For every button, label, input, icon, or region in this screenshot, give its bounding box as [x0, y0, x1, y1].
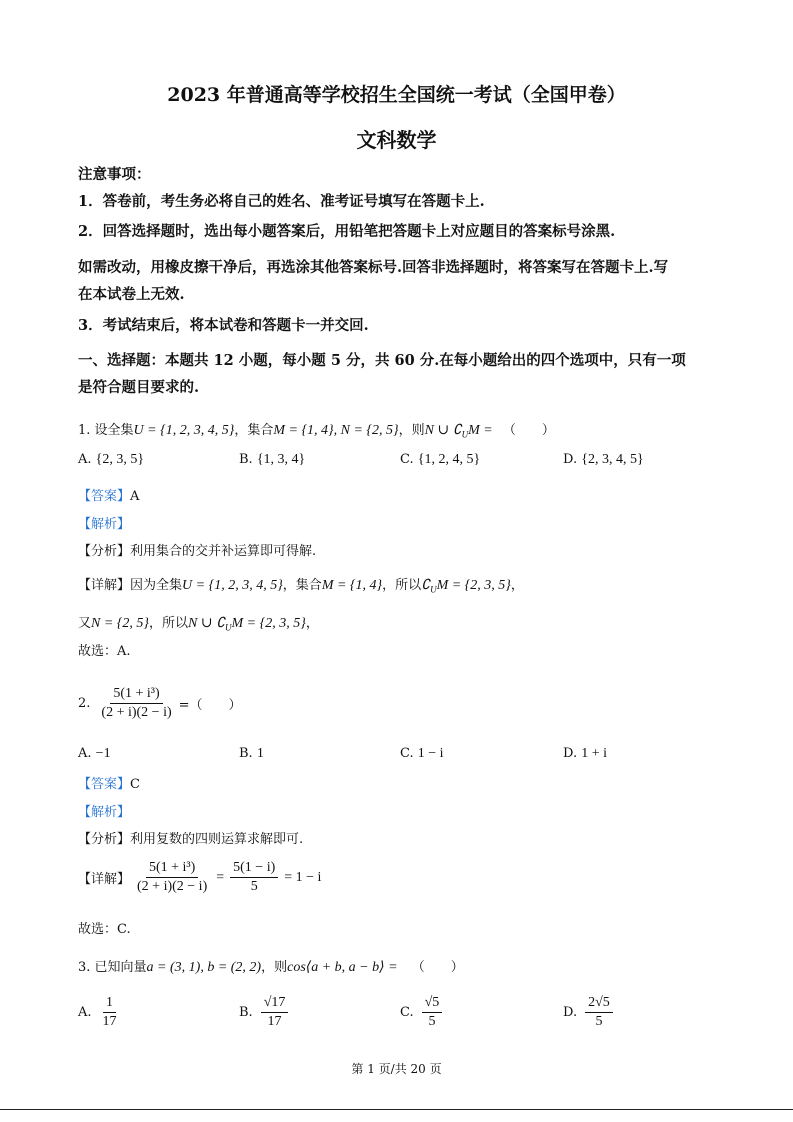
question-1-option-c: C. {1, 2, 4, 5}: [400, 452, 481, 467]
bottom-rule: [0, 1109, 793, 1110]
question-2-option-a: A. −1: [78, 746, 111, 761]
question-1-option-a: A. {2, 3, 5}: [78, 452, 145, 467]
question-1-analysis-tag: 【解析】: [78, 517, 131, 532]
question-2-stem: 2. $\frac{\text{5(1 + i³)}}{(2 + i)(2 - i)}$ =（ ）: [78, 686, 242, 721]
question-1-detail: 【详解】因为全集U = {1, 2, 3, 4, 5}，集合M = {1, 4}，所以$∁_UM = \{2$, 3, 5}，: [78, 578, 524, 595]
section-heading-line-1: 一、选择题：本题共 12 小题，每小题 5 分，共 60 分.在每小题给出的四个选项中，只有一项: [78, 352, 686, 369]
question-1-choice: 故选：A.: [78, 644, 131, 659]
question-1-detail-cont: 又N = {2, 5}，所以N ∪ $∁_UM = \{2$, 3, 5}，: [78, 616, 319, 633]
question-2-choice: 故选：C.: [78, 922, 131, 937]
question-1-answer: 【答案】A: [78, 489, 140, 504]
question-2-analysis-tag: 【解析】: [78, 805, 131, 820]
detail-fraction-2: $\frac{5(1 - i)}{5}$: [230, 860, 278, 895]
question-1-fenxi: 【分析】利用集合的交并补运算即可得解.: [78, 544, 317, 559]
page-subtitle: 文科数学: [356, 128, 437, 152]
question-1-stem: 1. 设全集U = {1, 2, 3, 4, 5}，集合M = {1, 4}, N = {2, 5}，则N ∪ $∁_UM$ = （ ）: [78, 423, 555, 440]
page-number: 第 1 页/共 20 页: [351, 1062, 442, 1076]
notice-heading: 注意事项：: [78, 166, 151, 183]
question-2-option-c: C. 1 − i: [400, 746, 444, 761]
question-1-option-d: D. {2, 3, 4, 5}: [563, 452, 644, 467]
question-2-detail: 【详解】 $\frac{\text{5(1 + i³)}}{(2 + i)(2 - i)}$ = $\frac{5(1 - i)}{5}$ = 1 − i: [78, 860, 322, 895]
question-1-option-b: B. {1, 3, 4}: [239, 452, 306, 467]
question-3-option-c: C. $\frac{√5}{5}$: [400, 995, 442, 1030]
notice-item-2-cont-1: 如需改动，用橡皮擦干净后，再选涂其他答案标号.回答非选择题时，将答案写在答题卡上.写: [78, 259, 669, 276]
question-3-stem: 3. 已知向量a = (3, 1), b = (2, 2)，则cos⟨a + b, a − b⟩ = （ ）: [78, 960, 464, 975]
question-2-fenxi: 【分析】利用复数的四则运算求解即可.: [78, 832, 304, 847]
question-3-option-d: D. $\frac{2√5}{5}$: [563, 995, 613, 1030]
question-3-option-b: B. $\frac{√17}{17}$: [239, 995, 288, 1030]
notice-item-2-cont-2: 在本试卷上无效.: [78, 286, 185, 303]
page-title: 2023 年普通高等学校招生全国统一考试（全国甲卷）: [167, 84, 626, 106]
question-2-fraction: $\frac{\text{5(1 + i³)}}{(2 + i)(2 - i)}$: [101, 686, 172, 721]
section-heading-line-2: 是符合题目要求的.: [78, 379, 200, 396]
notice-item-1: 1．答卷前，考生务必将自己的姓名、准考证号填写在答题卡上.: [78, 193, 485, 210]
question-2-option-b: B. 1: [239, 746, 264, 761]
question-3-option-a: A. $\frac{1}{17}$: [78, 995, 117, 1030]
question-2-answer: 【答案】C: [78, 777, 140, 792]
notice-item-3: 3．考试结束后，将本试卷和答题卡一并交回.: [78, 317, 369, 334]
detail-fraction-1: $\frac{\text{5(1 + i³)}}{(2 + i)(2 - i)}$: [137, 860, 208, 895]
notice-item-2: 2．回答选择题时，选出每小题答案后，用铅笔把答题卡上对应题目的答案标号涂黑.: [78, 223, 616, 240]
question-2-option-d: D. 1 + i: [563, 746, 608, 761]
